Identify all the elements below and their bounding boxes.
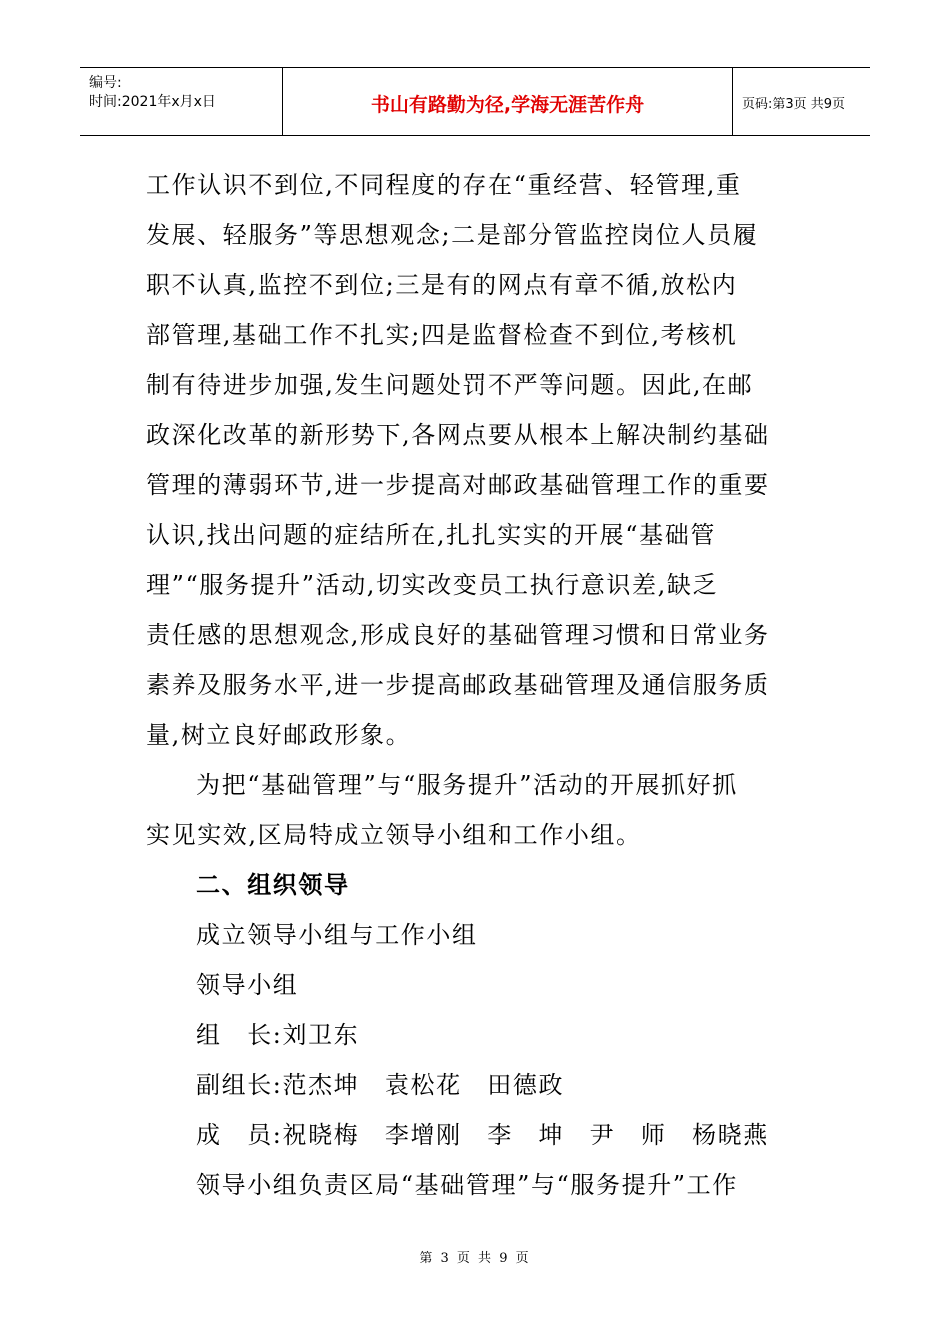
body-line: 制有待进步加强,发生问题处罚不严等问题。因此,在邮 (146, 371, 754, 399)
header-middle-cell (283, 68, 733, 135)
setup-line: 成立领导小组与工作小组 (196, 921, 478, 949)
leader-line: 组 长:刘卫东 (196, 1021, 360, 1049)
body-line: 理”“服务提升”活动,切实改变员工执行意识差,缺乏 (146, 571, 719, 599)
page-footer: 第 3 页 共 9 页 (419, 1251, 531, 1266)
body-line: 职不认真,监控不到位;三是有的网点有章不循,放松内 (146, 271, 738, 299)
body-line: 工作认识不到位,不同程度的存在“重经营、轻管理,重 (146, 171, 742, 199)
group-title: 领导小组 (196, 971, 299, 999)
body-line: 政深化改革的新形势下,各网点要从根本上解决制约基础 (146, 421, 770, 449)
body-line: 管理的薄弱环节,进一步提高对邮政基础管理工作的重要 (146, 471, 770, 499)
header-right-cell (733, 68, 870, 135)
deputy-line: 副组长:范杰坤 袁松花 田德政 (196, 1071, 565, 1099)
document-code-label: 编号: (89, 75, 122, 91)
body-line: 认识,找出问题的症结所在,扎扎实实的开展“基础管 (146, 521, 716, 549)
members-line: 成 员:祝晓梅 李增刚 李 坤 尹 师 杨晓燕 (196, 1121, 769, 1149)
document-header (80, 67, 870, 136)
header-left-cell (80, 68, 283, 135)
paragraph-two-line-two: 实见实效,区局特成立领导小组和工作小组。 (146, 821, 642, 849)
header-page-info: 页码:第3页 共9页 (742, 97, 846, 112)
document-body (146, 160, 808, 1210)
section-heading: 二、组织领导 (196, 870, 350, 899)
header-motto: 书山有路勤为径,学海无涯苦作舟 (370, 94, 645, 116)
body-line: 量,树立良好邮政形象。 (146, 721, 412, 749)
paragraph-two-line-one: 为把“基础管理”与“服务提升”活动的开展抓好抓 (196, 771, 738, 799)
document-time-label: 时间:2021年x月x日 (89, 94, 216, 110)
body-line: 发展、轻服务”等思想观念;二是部分管监控岗位人员履 (146, 221, 759, 249)
body-line: 素养及服务水平,进一步提高邮政基础管理及通信服务质 (146, 671, 770, 699)
duty-line: 领导小组负责区局“基础管理”与“服务提升”工作 (196, 1171, 738, 1199)
body-line: 部管理,基础工作不扎实;四是监督检查不到位,考核机 (146, 321, 738, 349)
body-line: 责任感的思想观念,形成良好的基础管理习惯和日常业务 (146, 621, 770, 649)
